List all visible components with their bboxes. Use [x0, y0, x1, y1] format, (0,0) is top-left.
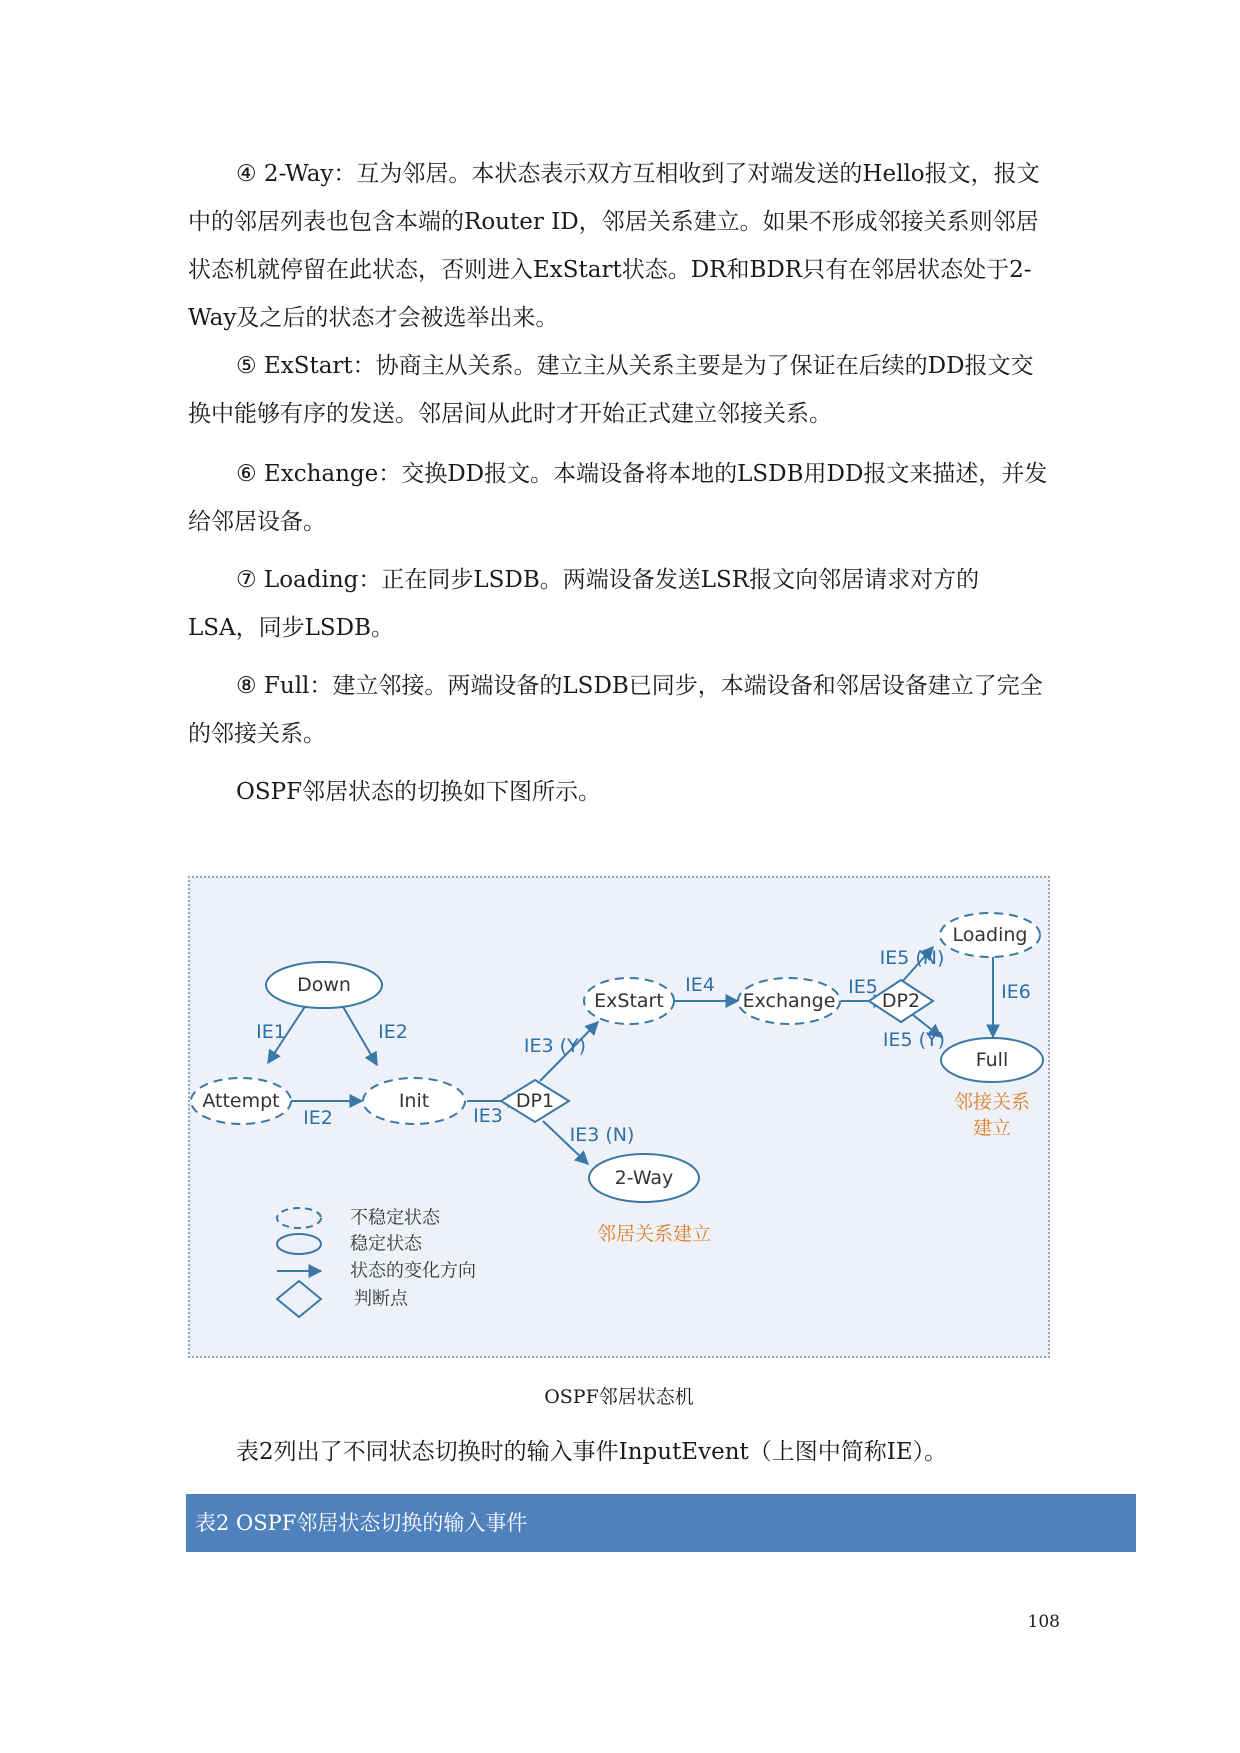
state-attempt-label: Attempt — [202, 1090, 280, 1112]
legend-direction-label: 状态的变化方向 — [350, 1260, 476, 1282]
paragraph-2way: ④ 2-Way：互为邻居。本状态表示双方互相收到了对端发送的Hello报文，报文中的邻居列表也包含本端的Router ID，邻居关系建立。如果不形成邻接关系则邻居状态机就停留在此状态，否则进入ExStart状态。DR和BDR只有在邻居状态处于2-Way及之后的状态才会被选举出来。 — [188, 161, 1040, 331]
state-loading-label: Loading — [952, 924, 1028, 946]
page-number: 108 — [1027, 1612, 1060, 1632]
legend-stable-label: 稳定状态 — [350, 1233, 422, 1255]
figure-caption: OSPF邻居状态机 — [544, 1386, 694, 1408]
edge-label-dp2-full: IE5 (Y) — [882, 1029, 946, 1051]
state-down-label: Down — [297, 974, 351, 996]
edge-label-dp2-loading: IE5 (N) — [879, 947, 945, 969]
edge-label-down-attempt: IE1 — [256, 1021, 286, 1043]
state-exchange-label: Exchange — [742, 990, 836, 1012]
legend-stable-icon — [277, 1234, 321, 1254]
annotation-2way: 邻居关系建立 — [596, 1223, 712, 1245]
decision-dp2-label: DP2 — [881, 990, 921, 1012]
edge-label-init-dp1: IE3 — [473, 1105, 503, 1127]
edge-label-dp1-exstart: IE3 (Y) — [523, 1035, 587, 1057]
legend — [277, 1208, 476, 1318]
annotation-full-line2: 建立 — [972, 1117, 1012, 1139]
legend-decision-label: 判断点 — [354, 1288, 408, 1310]
table-intro-paragraph: 表2列出了不同状态切换时的输入事件InputEvent（上图中简称IE）。 — [236, 1439, 948, 1465]
paragraph-full: ⑧ Full：建立邻接。两端设备的LSDB已同步，本端设备和邻居设备建立了完全的邻接关系。 — [188, 673, 1043, 747]
legend-decision-icon — [277, 1281, 321, 1317]
paragraph-exstart: ⑤ ExStart：协商主从关系。建立主从关系主要是为了保证在后续的DD报文交换中能够有序的发送。邻居间从此时才开始正式建立邻接关系。 — [188, 353, 1034, 427]
table-caption-bar: 表2 OSPF邻居状态切换的输入事件 — [186, 1494, 1136, 1552]
edge-label-exstart-exchange: IE4 — [685, 974, 715, 996]
edge-label-exchange-dp2: IE5 — [848, 976, 878, 998]
legend-unstable-label: 不稳定状态 — [350, 1207, 440, 1229]
paragraph-exchange: ⑥ Exchange：交换DD报文。本端设备将本地的LSDB用DD报文来描述，并发给邻居设备。 — [188, 461, 1048, 535]
annotation-full-line1: 邻接关系 — [953, 1091, 1031, 1113]
ospf-state-machine-figure — [188, 876, 1050, 1358]
edge-label-dp1-twoway: IE3 (N) — [569, 1124, 635, 1146]
state-exstart-label: ExStart — [594, 990, 664, 1012]
decision-dp1-label: DP1 — [515, 1090, 555, 1112]
state-2way-label: 2-Way — [614, 1167, 674, 1189]
state-init-label: Init — [398, 1090, 430, 1112]
edge-down-init — [342, 1005, 377, 1065]
paragraph-loading: ⑦ Loading：正在同步LSDB。两端设备发送LSR报文向邻居请求对方的LSA，同步LSDB。 — [188, 567, 980, 641]
edge-label-attempt-init: IE2 — [303, 1107, 333, 1129]
edge-label-down-init: IE2 — [378, 1021, 408, 1043]
paragraph-figure-intro: OSPF邻居状态的切换如下图所示。 — [236, 779, 602, 805]
state-machine-diagram — [190, 878, 1048, 1356]
edge-label-loading-full: IE6 — [1001, 981, 1031, 1003]
state-full-label: Full — [975, 1049, 1009, 1071]
legend-unstable-icon — [277, 1208, 321, 1228]
